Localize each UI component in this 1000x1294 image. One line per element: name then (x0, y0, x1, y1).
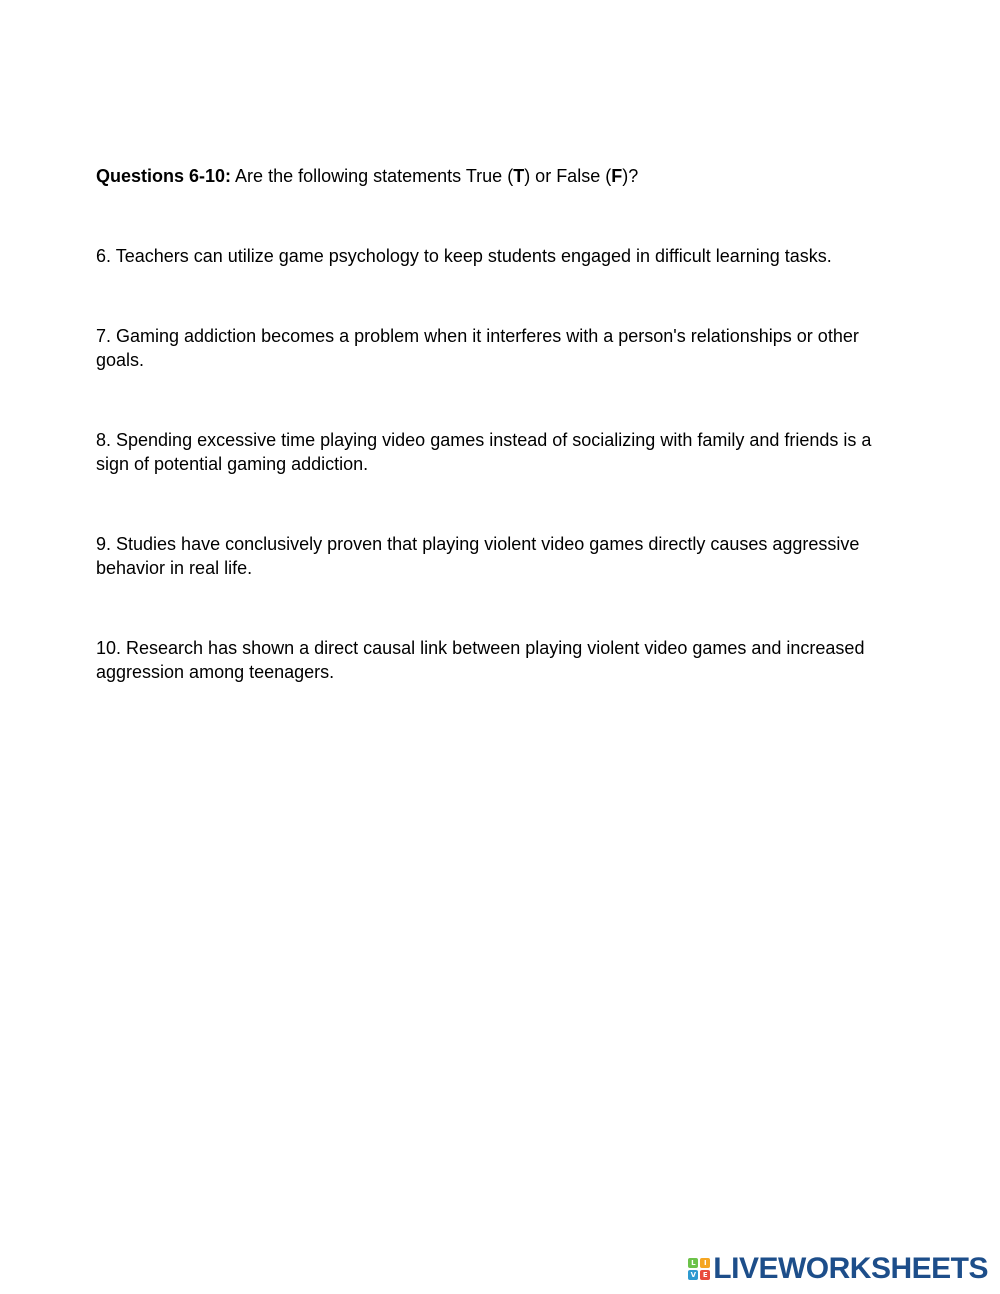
logo-mark-icon (688, 1258, 710, 1280)
logo-mark-letter: E (700, 1270, 710, 1280)
liveworksheets-logo (688, 1254, 988, 1284)
true-letter: T (513, 166, 525, 186)
instructions-label: Questions 6-10: (96, 166, 232, 186)
question-7: 7. Gaming addiction becomes a problem when it interferes with a person's relationships or other goals. (96, 326, 859, 370)
logo-mark-letter: I (700, 1258, 710, 1268)
instructions-text-2: ) or False ( (524, 166, 612, 186)
question-8: 8. Spending excessive time playing video games instead of socializing with family and friends is a sign of potential gaming addiction. (96, 430, 872, 474)
logo-mark-letter: L (688, 1258, 698, 1268)
logo-text: LIVEWORKSHEETS (713, 1252, 988, 1285)
instructions-text-1: Are the following statements True ( (231, 166, 514, 186)
question-9: 9. Studies have conclusively proven that playing violent video games directly causes aggressive behavior in real life. (96, 534, 860, 578)
instructions (96, 164, 896, 188)
false-letter: F (611, 166, 623, 186)
logo-mark-letter: V (688, 1270, 698, 1280)
question-6: 6. Teachers can utilize game psychology to keep students engaged in difficult learning tasks. (96, 246, 832, 266)
question-10: 10. Research has shown a direct causal link between playing violent video games and increased aggression among teenagers. (96, 638, 865, 682)
instructions-text-3: )? (622, 166, 639, 186)
